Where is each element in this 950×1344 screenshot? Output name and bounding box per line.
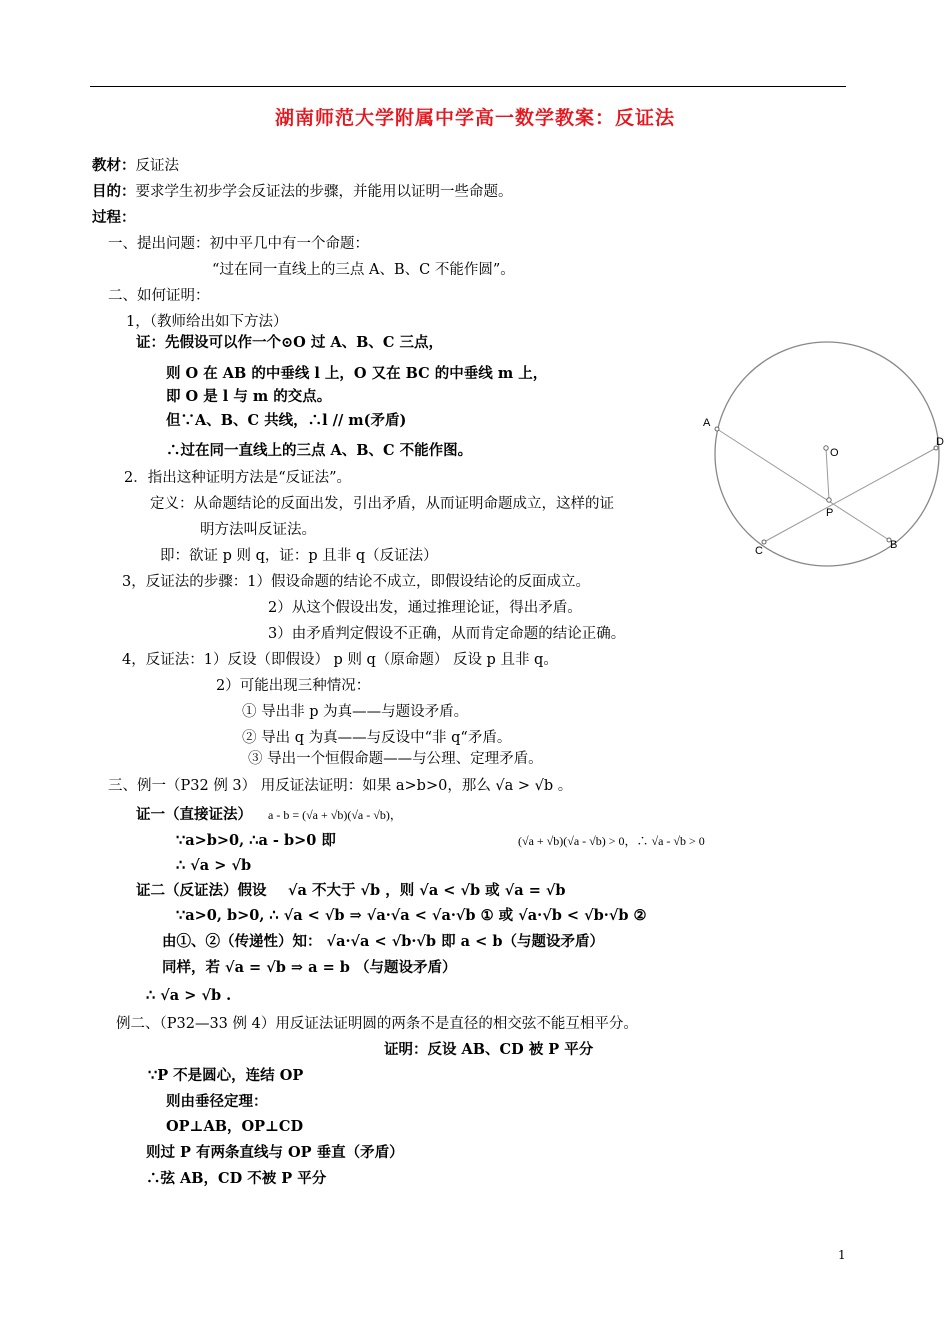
material-line [92,157,179,175]
method-summary-line: 4，反证法：1）反设（即假设） p 则 q（原命题） 反设 p 且非 q。 [122,652,558,668]
example-2-proof-start: 证明：反设 AB、CD 被 P 平分 [384,1041,594,1058]
point-o [824,446,828,450]
proof-line-5: ∴过在同一直线上的三点 A、B、C 不能作图。 [166,442,473,459]
proof-line-1: 证：先假设可以作一个⊙O 过 A、B、C 三点， [136,334,443,351]
definition-line-2: 明方法叫反证法。 [200,522,316,538]
case-2: ② 导出 q 为真——与反设中“非 q“矛盾。 [242,730,512,746]
goal-label: 目的： [92,183,136,200]
example-2-line-3: OP⊥AB，OP⊥CD [166,1118,304,1135]
label-a: A [703,417,711,429]
proof-2-step-1: ∵a>0, b>0, ∴ √a < √b ⇒ √a·√a < √a·√b ① 或 √a·√b < √b·√b ② [176,907,647,924]
chord-ab [717,429,889,540]
proof-2-label: 证二（反证法）假设 [136,882,267,899]
proof-line-4: 但∵A、B、C 共线，∴l // m(矛盾) [166,412,407,429]
proof-line-3: 即 O 是 l 与 m 的交点。 [166,388,332,405]
steps-line-3: 3）由矛盾判定假设不正确，从而肯定命题的结论正确。 [268,626,626,642]
proof-2-step-2: 由①、②（传递性）知： √a·√a < √b·√b 即 a < b（与题设矛盾） [162,933,604,950]
figure-circle [715,342,939,566]
page-number: 1 [838,1248,846,1262]
definition-line-3: 即：欲证 p 则 q，证：p 且非 q（反证法） [160,548,438,564]
proof-2-assumption: √a 不大于 √b ，则 √a < √b 或 √a = √b [288,882,566,899]
proof-1-formula: a - b = (√a + √b)(√a - √b)， [268,808,402,822]
section-1-quote: “过在同一直线上的三点 A、B、C 不能作圆”。 [212,262,515,278]
method-name: 2．指出这种证明方法是“反证法”。 [124,470,352,486]
goal-text: 要求学生初步学会反证法的步骤，并能用以证明一些命题。 [135,184,513,200]
case-3: ③ 导出一个恒假命题——与公理、定理矛盾。 [248,751,543,767]
material-label: 教材： [92,157,136,174]
goal-line [92,183,513,201]
label-c: C [755,545,763,557]
proof-2-step-3: 同样，若 √a = √b ⇒ a = b （与题设矛盾） [162,959,457,976]
method-intro: 1，（教师给出如下方法） [126,314,288,330]
segment-op [826,448,829,500]
page-title: 湖南师范大学附属中学高一数学教案：反证法 [274,107,675,129]
label-d: D [936,436,944,448]
example-2-line-1: ∵P 不是圆心，连结 OP [148,1067,304,1084]
proof-line-2: 则 O 在 AB 的中垂线 l 上，O 又在 BC 的中垂线 m 上， [166,365,548,382]
proof-1-result: (√a + √b)(√a - √b) > 0，∴ √a - √b > 0 [518,834,705,848]
point-p [827,498,831,502]
steps-line-2: 2）从这个假设出发，通过推理论证，得出矛盾。 [268,600,582,616]
steps-line-1: 3，反证法的步骤：1）假设命题的结论不成立，即假设结论的反面成立。 [122,574,590,590]
example-2-line-4: 则过 P 有两条直线与 OP 垂直（矛盾） [146,1144,404,1161]
proof-1-conclusion: ∴ √a > √b [176,857,252,874]
proof-2-conclusion: ∴ √a > √b . [146,987,232,1004]
section-1-heading: 一、提出问题：初中平几中有一个命题： [108,236,369,252]
section-2-heading: 二、如何证明： [108,288,210,304]
example-2-statement: 例二、（P32—33 例 4）用反证法证明圆的两条不是直径的相交弦不能互相平分。 [116,1016,638,1032]
circle-chord-figure [700,338,945,568]
process-label: 过程： [92,209,136,226]
chord-cd [764,448,936,542]
definition-line-1: 定义：从命题结论的反面出发，引出矛盾，从而证明命题成立，这样的证 [150,496,614,512]
example-2-line-5: ∴弦 AB，CD 不被 P 平分 [146,1170,327,1187]
label-o: O [830,447,839,459]
label-b: B [890,539,898,551]
cases-heading: 2）可能出现三种情况： [216,678,371,694]
proof-1-step: ∵a>b>0, ∴a - b>0 即 [176,832,336,849]
label-p: P [826,507,834,519]
case-1: ① 导出非 p 为真——与题设矛盾。 [242,704,469,720]
example-2-line-2: 则由垂径定理： [166,1093,268,1110]
material-text: 反证法 [135,158,179,174]
proof-1-label: 证一（直接证法） [136,806,252,823]
example-1-statement: 三、例一（P32 例 3） 用反证法证明：如果 a>b>0，那么 √a > √b 。 [108,778,573,794]
top-rule [90,86,846,87]
